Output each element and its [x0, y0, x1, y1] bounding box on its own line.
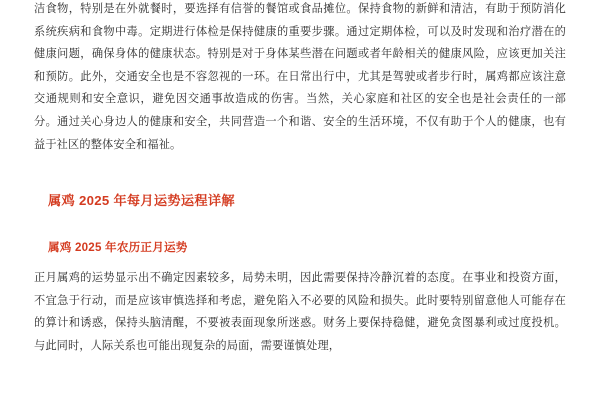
- paragraph-block-january: [34, 267, 566, 357]
- paragraph-january-fortune: 正月属鸡的运势显示出不确定因素较多，局势未明，因此需要保持冷静沉着的态度。在事业和投资方面，不宜急于行动，而是应该审慎选择和考虑，避免陷入不必要的风险和损失。此时要特别留意他人可能存在的算计和诱惑，保持头脑清醒，不要被表面现象所迷惑。财务上要保持稳健，避免贪图暴利或过度投机。与此同时，人际关系也可能出现复杂的局面，需要谨慎处理，: [34, 272, 566, 352]
- sub-heading-lunar-january: 属鸡 2025 年农历正月运势: [48, 241, 188, 255]
- section-heading-monthly-fortune: 属鸡 2025 年每月运势运程详解: [48, 193, 235, 209]
- page-bottom-fade: [0, 392, 600, 398]
- paragraph-health-safety: 洁食物，特别是在外就餐时，要选择有信誉的餐馆或食品摊位。保持食物的新鲜和清洁，有助于预防消化系统疾病和食物中毒。定期进行体检是保持健康的重要步骤。通过定期体检，可以及时发现和治疗潜在的健康问题，确保身体的健康状态。特别是对于身体某些潜在问题或者年龄相关的健康风险，应该更加关注和预防。此外，交通安全也是不容忽视的一环。在日常出行中，尤其是驾驶或者步行时，属鸡都应该注意交通规则和安全意识，避免因交通事故造成的伤害。当然，关心家庭和社区的安全也是社会责任的一部分。通过关心身边人的健康和安全，共同营造一个和谐、安全的生活环境，不仅有助于个人的健康，也有益于社区的整体安全和福祉。: [34, 3, 566, 151]
- article-body: [34, 0, 566, 358]
